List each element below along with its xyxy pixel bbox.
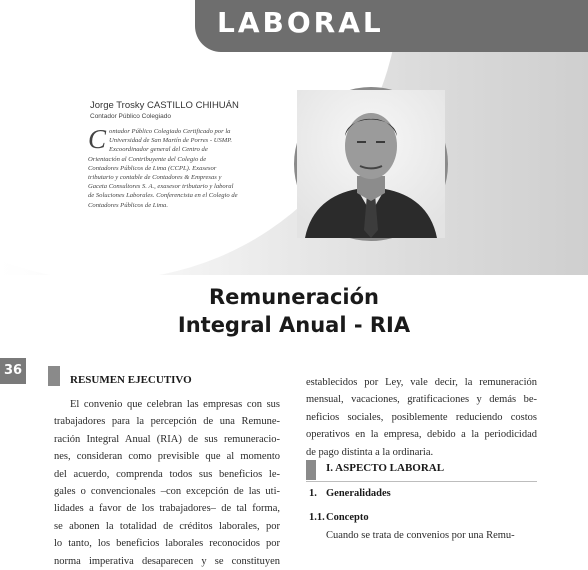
section-heading: I. ASPECTO LABORAL [326, 462, 445, 474]
subheading-number: 1. [309, 488, 317, 499]
summary-line: se abonen la totalidad de créditos laborales, por [54, 520, 280, 532]
summary-column [54, 396, 280, 570]
subheading-generalidades: Generalidades [326, 488, 391, 499]
second-column [306, 374, 537, 461]
summary-line: trabajadores para la percepción de una Remune- [54, 416, 280, 428]
subheading-number: 1.1. [309, 512, 325, 523]
author-photo [294, 87, 448, 241]
subheading-concepto: Concepto [326, 512, 369, 523]
summary-line: del acuerdo, comprenda todos sus beneficios le- [54, 468, 280, 480]
bio-drop-cap: C [88, 124, 107, 154]
summary-heading: RESUMEN EJECUTIVO [70, 374, 192, 386]
section-band [195, 0, 588, 52]
body-line: neficios sociales, posiblemente reduciendo costos [306, 411, 537, 423]
section-label: LABORAL [217, 6, 384, 39]
summary-line: lidades a favor de los trabajadores– de tal forma, [54, 503, 280, 515]
summary-line: El convenio que celebran las empresas con sus [70, 399, 280, 410]
body-line: mensual, vacaciones, gratificaciones y demás be- [306, 394, 537, 406]
author-name: Jorge Trosky CASTILLO CHIHUÁN [90, 100, 239, 111]
author-bio [88, 124, 238, 210]
body-line: operativos en la empresa, debido a la periodicidad [306, 429, 537, 441]
summary-line: lo tanto, los beneficios laborales reconocidos por [54, 538, 280, 550]
summary-line: ración Integral Anual (RIA) de sus remuneracio- [54, 433, 280, 445]
article-title-line-2: Integral Anual - RIA [177, 313, 411, 337]
page-number: 36 [0, 358, 26, 384]
author-portrait-image [297, 90, 445, 238]
section-heading-marker [306, 460, 316, 480]
summary-line: gales o convencionales –con excepción de las uti- [54, 485, 280, 497]
bio-text: ontador Público Colegiado Certificado por la Universidad de San Martín de Porres - USMP. Excoordinador general del Centro de Orientación al Contribuyente del Colegio de Contadores Públicos de Lima (CCPL). Exasesor tributario y contable de Contadores & Empresas y Gaceta Consultores S. A., exasesor tributario y laboral de Soluciones Laborales. Conferencista en el Colegio de Contadores Públicos de Lima. [88, 128, 238, 209]
section-divider [306, 481, 537, 482]
body-line: de pago distinta a la ordinaria. [306, 446, 434, 458]
author-role: Contador Público Colegiado [90, 113, 171, 120]
article-title-line-1: Remuneración [209, 285, 379, 309]
body-line: Cuando se trata de convenios por una Remu- [326, 530, 515, 541]
summary-line: norma imperativa desaparecen y se constituyen [54, 555, 280, 567]
body-line: establecidos por Ley, vale decir, la remuneración [306, 377, 537, 388]
summary-line: nes, consideran como previsible que al momento [54, 451, 280, 463]
summary-heading-marker [48, 366, 60, 386]
